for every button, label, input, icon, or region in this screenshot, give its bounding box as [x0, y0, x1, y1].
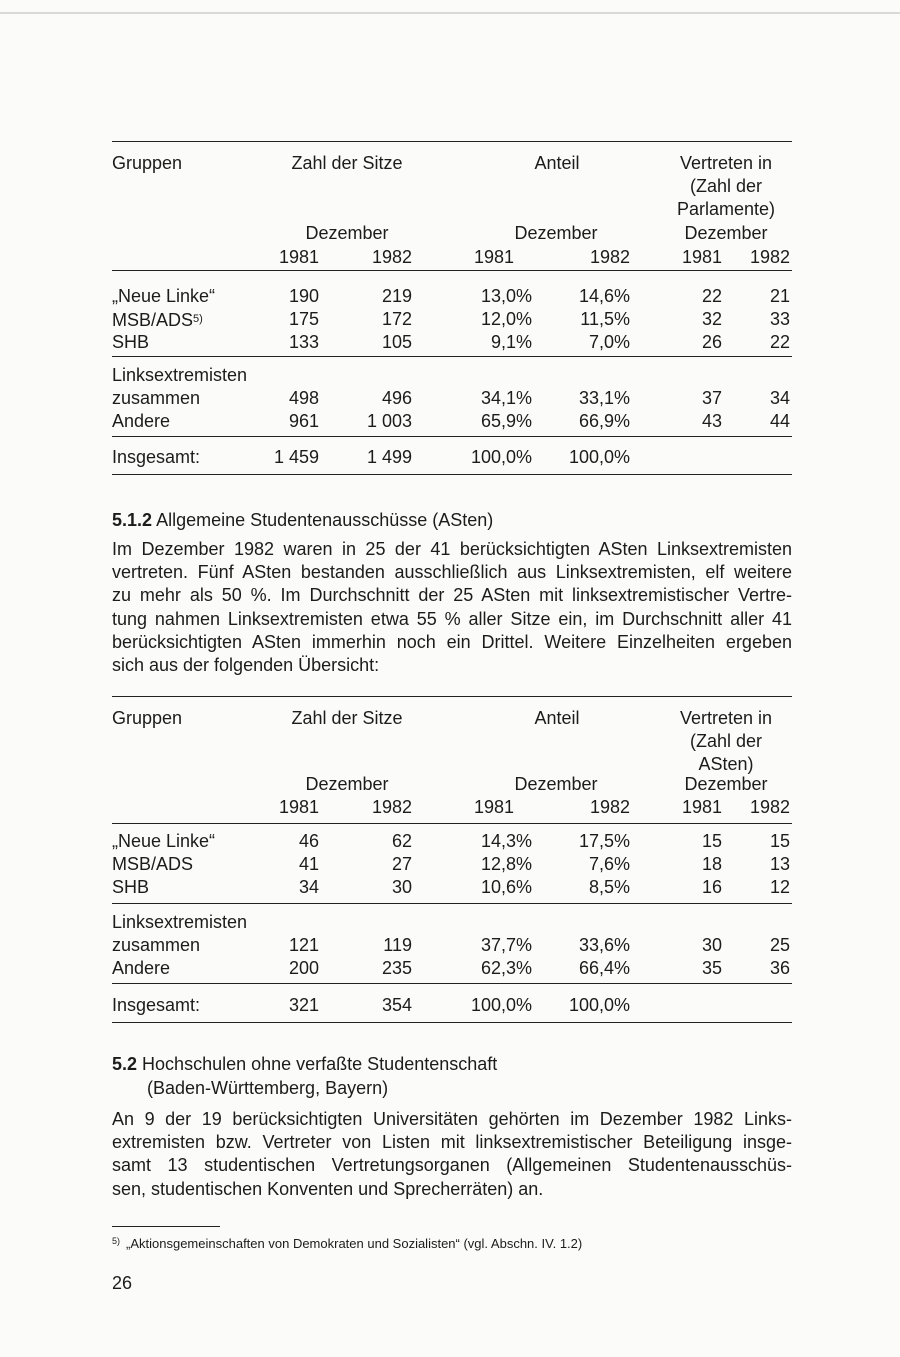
cell-v82: 36: [769, 958, 790, 978]
cell-s81: 175: [288, 309, 319, 329]
cell-s82: 219: [381, 286, 412, 306]
cell-a82: 66,4%: [578, 958, 630, 978]
cell-s82: 1 499: [366, 447, 412, 467]
text-line: samt 13 studentischen Vertretungsorganen (Allgemeinen Studentenausschüs-: [112, 1155, 792, 1176]
cell-a81: 10,6%: [480, 877, 532, 897]
text-line: zu mehr als 50 %. Im Durchschnitt der 25 ASten mit linksextremistischer Vertre-: [112, 585, 792, 606]
row-label: zusammen: [112, 935, 201, 955]
section-heading-5-2: [112, 1052, 497, 1076]
year-share-1982: 1982: [589, 247, 630, 267]
cell-v82: 12: [769, 877, 790, 897]
cell-a82: 7,0%: [588, 332, 630, 352]
cell-s81: 34: [298, 877, 319, 897]
cell-s82: 354: [381, 995, 412, 1015]
row-label-total: Insgesamt:: [112, 447, 201, 467]
table-rule: [112, 903, 792, 904]
text-line: sich aus der folgenden Übersicht:: [112, 655, 380, 676]
row-label-linksextremisten: Linksextremisten: [112, 365, 248, 385]
table-rule: [112, 823, 792, 824]
cell-v82: 25: [769, 935, 790, 955]
text-line: vertreten. Fünf ASten bestanden ausschließlich aus Linksextremisten, elf weitere: [112, 562, 792, 583]
row-label: SHB: [112, 877, 150, 897]
cell-a81: 14,3%: [480, 831, 532, 851]
cell-a81: 12,0%: [480, 309, 532, 329]
row-label: MSB/ADS$^{5)}$: [112, 310, 203, 330]
paragraph-asten: [112, 538, 792, 677]
year-seats-1981: 1981: [278, 797, 319, 817]
cell-a81: 9,1%: [490, 332, 532, 352]
cell-v81: 16: [701, 877, 722, 897]
cell-a81: 37,7%: [480, 935, 532, 955]
page-top-edge: [0, 12, 900, 14]
cell-a82: 66,9%: [578, 411, 630, 431]
cell-s81: 200: [288, 958, 319, 978]
footnote-rule: [112, 1226, 220, 1227]
cell-a82: 33,1%: [578, 388, 630, 408]
text-line: Im Dezember 1982 waren in 25 der 41 berücksichtigten ASten Linksextremisten: [112, 539, 792, 559]
cell-a82: 100,0%: [568, 447, 630, 467]
section-title: Allgemeine Studentenausschüsse (ASten): [156, 510, 494, 530]
year-repr-1981: 1981: [681, 797, 722, 817]
cell-v82: 15: [769, 831, 790, 851]
text-line: berücksichtigten ASten immerhin noch ein Drittel. Weitere Einzelheiten ergeben: [112, 631, 792, 652]
cell-a82: 14,6%: [578, 286, 630, 306]
dec-label-share: Dezember: [514, 774, 598, 794]
year-seats-1982: 1982: [371, 797, 412, 817]
col-header-seats: Zahl der Sitze: [291, 153, 403, 173]
paragraph-hochschulen: [112, 1108, 792, 1201]
cell-s81: 1 459: [273, 447, 319, 467]
cell-v81: 22: [701, 286, 722, 306]
year-seats-1982: 1982: [371, 247, 412, 267]
year-share-1981: 1981: [473, 247, 514, 267]
table-rule: [112, 1022, 792, 1023]
text-line: An 9 der 19 berücksichtigten Universitäten gehörten im Dezember 1982 Links-: [112, 1109, 792, 1129]
year-seats-1981: 1981: [278, 247, 319, 267]
row-label: Andere: [112, 958, 171, 978]
row-label-total: Insgesamt:: [112, 995, 201, 1015]
cell-v81: 37: [701, 388, 722, 408]
cell-v82: 22: [769, 332, 790, 352]
cell-s82: 1 003: [366, 411, 412, 431]
table-rule: [112, 696, 792, 697]
cell-v81: 18: [701, 854, 722, 874]
row-label: „Neue Linke“: [112, 286, 216, 306]
section-title-line2: (Baden-Württemberg, Bayern): [147, 1078, 389, 1098]
cell-v82: 34: [769, 388, 790, 408]
cell-a82: 8,5%: [588, 877, 630, 897]
table-rule: [112, 983, 792, 984]
footnote-mark: 5): [112, 1236, 121, 1246]
cell-v82: 33: [769, 309, 790, 329]
text-line: tung nahmen Linksextremisten etwa 55 % aller Sitze ein, im Durchschnitt aller 41: [112, 608, 792, 629]
year-share-1981: 1981: [473, 797, 514, 817]
cell-a82: 100,0%: [568, 995, 630, 1015]
cell-s81: 321: [288, 995, 319, 1015]
cell-a81: 100,0%: [470, 447, 532, 467]
col-header-groups: Gruppen: [112, 153, 183, 173]
cell-s81: 121: [288, 935, 319, 955]
cell-a82: 17,5%: [578, 831, 630, 851]
cell-v81: 35: [701, 958, 722, 978]
cell-v81: 30: [701, 935, 722, 955]
cell-a82: 11,5%: [580, 309, 630, 329]
row-label: zusammen: [112, 388, 201, 408]
row-label: „Neue Linke“: [112, 831, 216, 851]
dec-label-seats: Dezember: [305, 223, 389, 243]
col-header-represented-line: Parlamente): [676, 199, 776, 219]
footnote-ref: 5): [193, 313, 203, 325]
col-header-represented-line: ASten): [698, 754, 754, 774]
year-repr-1982: 1982: [749, 797, 790, 817]
text-line: sen, studentischen Konventen und Sprecherräten) an.: [112, 1178, 544, 1199]
cell-v81: 15: [701, 831, 722, 851]
cell-a81: 100,0%: [470, 995, 532, 1015]
col-header-represented-line: (Zahl der: [689, 176, 763, 196]
page-number: 26: [112, 1273, 133, 1293]
section-title-line1: Hochschulen ohne verfaßte Studentenschaft: [142, 1054, 498, 1074]
cell-s81: 190: [288, 286, 319, 306]
cell-s82: 235: [381, 958, 412, 978]
cell-s82: 119: [383, 935, 412, 955]
year-share-1982: 1982: [589, 797, 630, 817]
col-header-share: Anteil: [534, 153, 580, 173]
section-number: 5.1.2: [112, 510, 153, 530]
table-rule: [112, 436, 792, 437]
dec-label-share: Dezember: [514, 223, 598, 243]
col-header-share: Anteil: [534, 708, 580, 728]
footnote: [112, 1236, 582, 1251]
row-label: Andere: [112, 411, 171, 431]
cell-s81: 498: [288, 388, 319, 408]
col-header-represented-line: (Zahl der: [689, 731, 763, 751]
table-rule: [112, 474, 792, 475]
cell-a81: 65,9%: [480, 411, 532, 431]
dec-label-represented: Dezember: [684, 774, 768, 794]
cell-s82: 105: [381, 332, 412, 352]
cell-v82: 13: [769, 854, 790, 874]
cell-s81: 961: [288, 411, 319, 431]
row-label: SHB: [112, 332, 150, 352]
year-repr-1981: 1981: [681, 247, 722, 267]
cell-a81: 12,8%: [480, 854, 532, 874]
cell-s82: 62: [391, 831, 412, 851]
section-heading-5-1-2: [112, 508, 493, 532]
row-label: MSB/ADS: [112, 854, 194, 874]
col-header-represented-line: Vertreten in: [679, 708, 773, 728]
cell-v81: 32: [701, 309, 722, 329]
cell-s81: 46: [298, 831, 319, 851]
table-rule: [112, 270, 792, 271]
cell-s82: 172: [381, 309, 412, 329]
cell-s82: 30: [391, 877, 412, 897]
dec-label-seats: Dezember: [305, 774, 389, 794]
cell-v81: 43: [701, 411, 722, 431]
cell-a82: 33,6%: [578, 935, 630, 955]
footnote-text: „Aktionsgemeinschaften von Demokraten und Sozialisten“ (vgl. Abschn. IV. 1.2): [126, 1236, 583, 1251]
row-label-linksextremisten: Linksextremisten: [112, 912, 248, 932]
cell-a82: 7,6%: [588, 854, 630, 874]
col-header-groups: Gruppen: [112, 708, 183, 728]
year-repr-1982: 1982: [749, 247, 790, 267]
col-header-represented-line: Vertreten in: [679, 153, 773, 173]
dec-label-represented: Dezember: [684, 223, 768, 243]
col-header-seats: Zahl der Sitze: [291, 708, 403, 728]
table-rule: [112, 141, 792, 142]
cell-s82: 27: [391, 854, 412, 874]
section-number: 5.2: [112, 1054, 138, 1074]
cell-a81: 13,0%: [480, 286, 532, 306]
cell-a81: 34,1%: [480, 388, 532, 408]
text-line: extremisten bzw. Vertreter von Listen mit linksextremistischer Beteiligung insge-: [112, 1132, 792, 1153]
cell-a81: 62,3%: [480, 958, 532, 978]
cell-v81: 26: [701, 332, 722, 352]
cell-s81: 41: [298, 854, 319, 874]
cell-v82: 21: [769, 286, 790, 306]
table-rule: [112, 356, 792, 357]
cell-s82: 496: [381, 388, 412, 408]
cell-v82: 44: [769, 411, 790, 431]
cell-s81: 133: [288, 332, 319, 352]
